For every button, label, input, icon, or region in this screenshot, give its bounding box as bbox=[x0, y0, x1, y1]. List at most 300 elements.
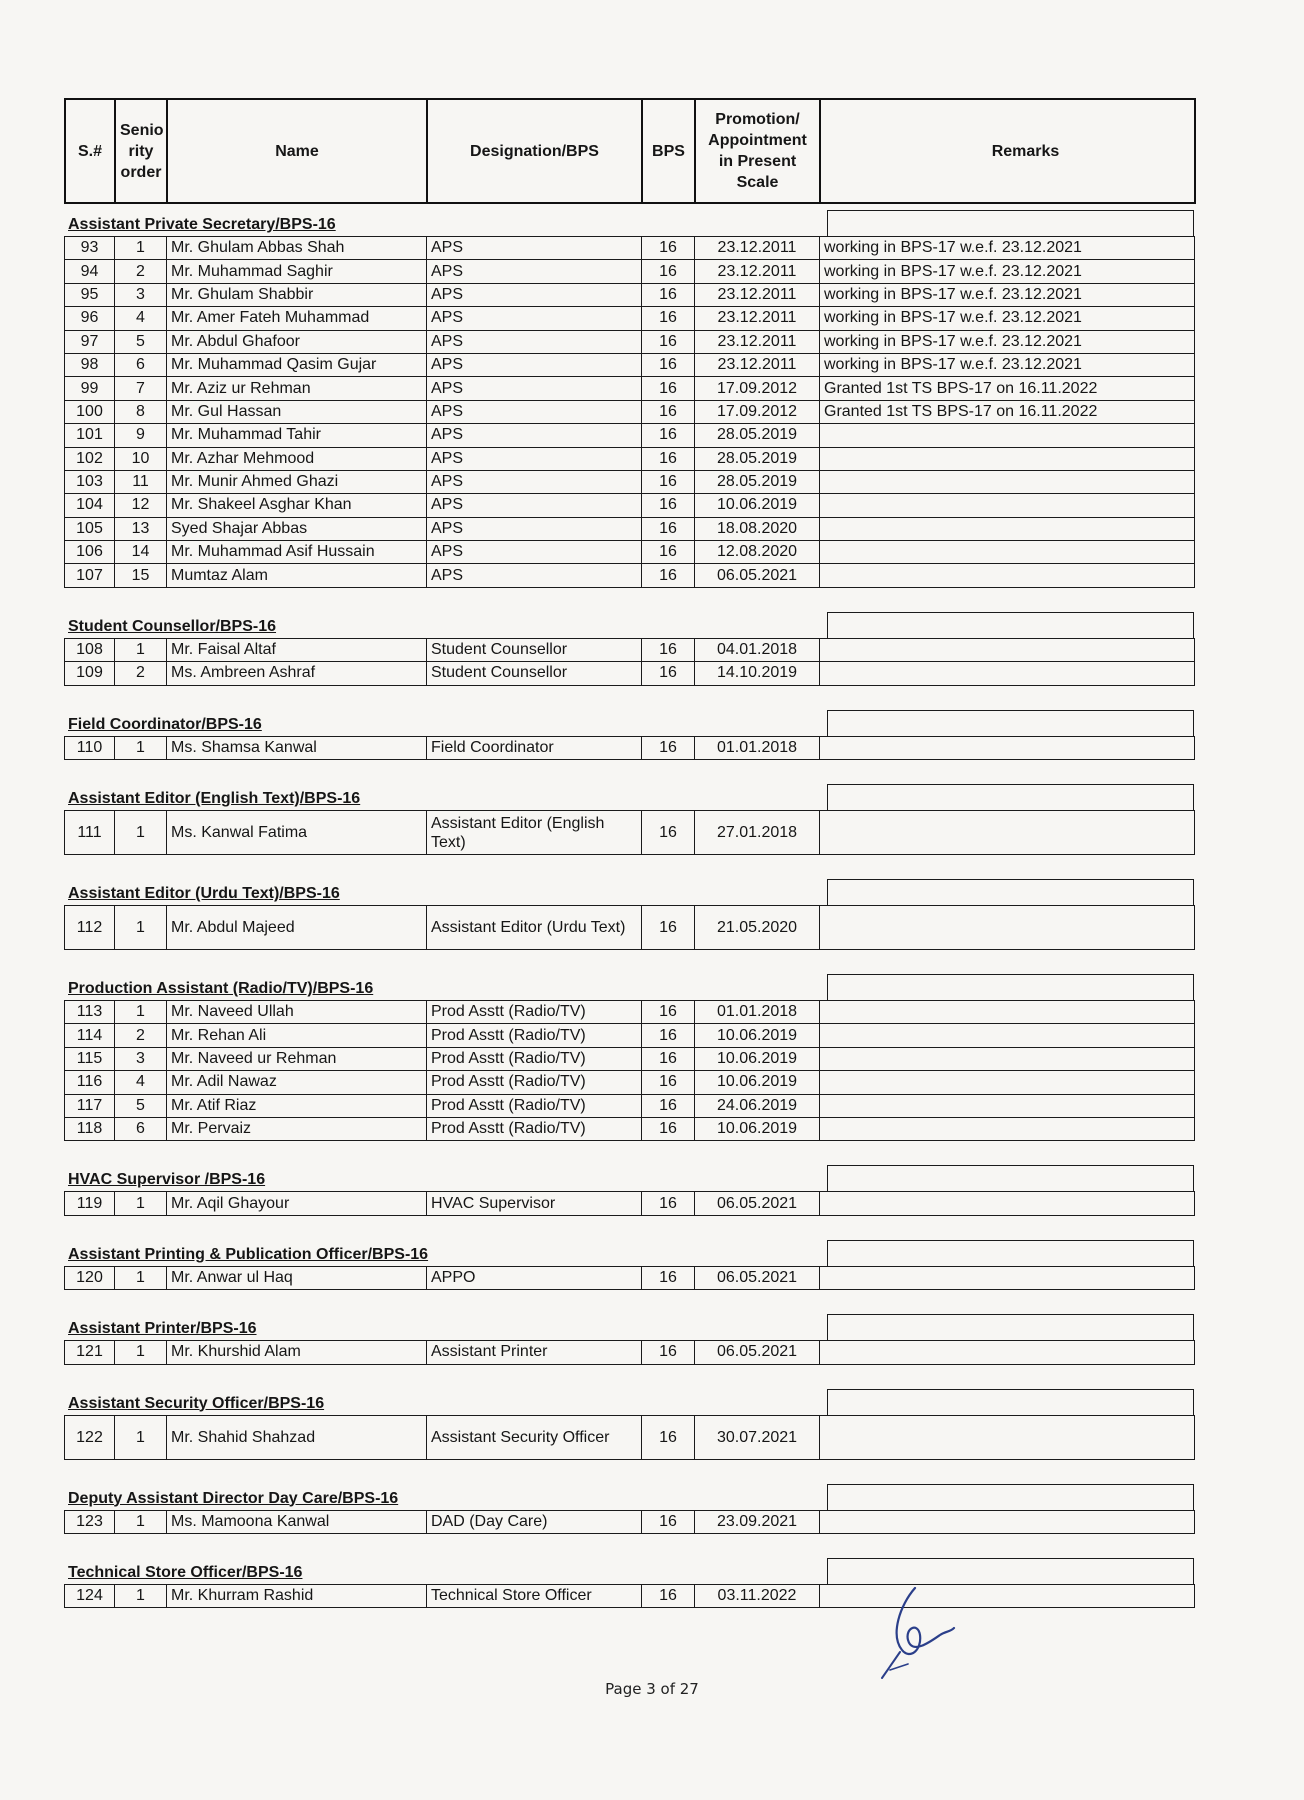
table-row bbox=[65, 330, 1195, 353]
cell-name: Mr. Faisal Altaf bbox=[167, 638, 427, 661]
cell-serial-number: 123 bbox=[65, 1510, 115, 1533]
cell-promotion-date: 23.09.2021 bbox=[695, 1510, 820, 1533]
table-row bbox=[65, 1047, 1195, 1070]
section-heading-row bbox=[64, 968, 1194, 1000]
cell-bps: 16 bbox=[642, 470, 695, 493]
section-table bbox=[64, 638, 1195, 686]
remarks-frame-line bbox=[1193, 879, 1194, 905]
cell-bps: 16 bbox=[642, 906, 695, 950]
cell-seniority-order: 15 bbox=[115, 564, 167, 587]
cell-seniority-order: 12 bbox=[115, 494, 167, 517]
remarks-frame-line bbox=[1193, 710, 1194, 736]
cell-serial-number: 108 bbox=[65, 638, 115, 661]
table-row bbox=[65, 470, 1195, 493]
cell-remarks bbox=[820, 517, 1195, 540]
cell-seniority-order: 2 bbox=[115, 662, 167, 685]
section bbox=[64, 204, 1194, 588]
cell-designation: APPO bbox=[427, 1266, 642, 1289]
remarks-frame-line bbox=[827, 612, 1194, 613]
section-table bbox=[64, 236, 1195, 588]
cell-serial-number: 118 bbox=[65, 1117, 115, 1140]
seniority-list bbox=[64, 98, 1194, 1608]
cell-serial-number: 115 bbox=[65, 1047, 115, 1070]
cell-bps: 16 bbox=[642, 400, 695, 423]
remarks-frame-line bbox=[827, 710, 1194, 711]
cell-serial-number: 103 bbox=[65, 470, 115, 493]
cell-serial-number: 116 bbox=[65, 1071, 115, 1094]
cell-promotion-date: 04.01.2018 bbox=[695, 638, 820, 661]
cell-name: Mr. Abdul Majeed bbox=[167, 906, 427, 950]
header-remarks: Remarks bbox=[820, 99, 1195, 203]
cell-remarks: working in BPS-17 w.e.f. 23.12.2021 bbox=[820, 307, 1195, 330]
cell-seniority-order: 1 bbox=[115, 1584, 167, 1607]
cell-bps: 16 bbox=[642, 1510, 695, 1533]
header-promotion: Promotion/ Appointment in Present Scale bbox=[695, 99, 820, 203]
remarks-frame-line bbox=[1193, 1389, 1194, 1415]
section bbox=[64, 1290, 1194, 1364]
cell-serial-number: 95 bbox=[65, 283, 115, 306]
table-row bbox=[65, 260, 1195, 283]
remarks-frame-line bbox=[827, 879, 1194, 880]
cell-name: Mr. Aziz ur Rehman bbox=[167, 377, 427, 400]
cell-seniority-order: 11 bbox=[115, 470, 167, 493]
cell-remarks bbox=[820, 1117, 1195, 1140]
section bbox=[64, 1534, 1194, 1608]
remarks-frame-line bbox=[827, 974, 1194, 975]
cell-promotion-date: 23.12.2011 bbox=[695, 307, 820, 330]
section-table bbox=[64, 905, 1195, 950]
cell-serial-number: 117 bbox=[65, 1094, 115, 1117]
remarks-frame-line bbox=[827, 879, 828, 905]
cell-designation: APS bbox=[427, 237, 642, 260]
cell-name: Mr. Azhar Mehmood bbox=[167, 447, 427, 470]
section-heading-row bbox=[64, 1159, 1194, 1191]
table-row bbox=[65, 494, 1195, 517]
cell-remarks: working in BPS-17 w.e.f. 23.12.2021 bbox=[820, 237, 1195, 260]
cell-bps: 16 bbox=[642, 662, 695, 685]
header-seniority-order: Senio rity order bbox=[115, 99, 167, 203]
cell-seniority-order: 6 bbox=[115, 353, 167, 376]
cell-name: Mr. Muhammad Qasim Gujar bbox=[167, 353, 427, 376]
cell-remarks bbox=[820, 811, 1195, 855]
section-title: Assistant Printer/BPS-16 bbox=[68, 1320, 257, 1338]
table-row bbox=[65, 517, 1195, 540]
cell-designation: Assistant Printer bbox=[427, 1341, 642, 1364]
cell-name: Mr. Shakeel Asghar Khan bbox=[167, 494, 427, 517]
cell-promotion-date: 23.12.2011 bbox=[695, 330, 820, 353]
cell-seniority-order: 2 bbox=[115, 1024, 167, 1047]
cell-name: Mr. Naveed ur Rehman bbox=[167, 1047, 427, 1070]
cell-seniority-order: 1 bbox=[115, 736, 167, 759]
cell-designation: Technical Store Officer bbox=[427, 1584, 642, 1607]
remarks-frame-line bbox=[1193, 1314, 1194, 1340]
cell-remarks bbox=[820, 1510, 1195, 1533]
table-row bbox=[65, 564, 1195, 587]
cell-designation: Prod Asstt (Radio/TV) bbox=[427, 1047, 642, 1070]
cell-name: Mr. Adil Nawaz bbox=[167, 1071, 427, 1094]
cell-remarks bbox=[820, 470, 1195, 493]
cell-designation: APS bbox=[427, 470, 642, 493]
table-row bbox=[65, 377, 1195, 400]
cell-designation: Prod Asstt (Radio/TV) bbox=[427, 1117, 642, 1140]
page-number: Page 3 of 27 bbox=[605, 1680, 699, 1698]
cell-promotion-date: 01.01.2018 bbox=[695, 1001, 820, 1024]
cell-designation: Prod Asstt (Radio/TV) bbox=[427, 1024, 642, 1047]
cell-designation: Prod Asstt (Radio/TV) bbox=[427, 1071, 642, 1094]
cell-name: Ms. Ambreen Ashraf bbox=[167, 662, 427, 685]
section bbox=[64, 1365, 1194, 1460]
cell-bps: 16 bbox=[642, 330, 695, 353]
section-title: HVAC Supervisor /BPS-16 bbox=[68, 1171, 266, 1189]
table-row bbox=[65, 638, 1195, 661]
cell-promotion-date: 30.07.2021 bbox=[695, 1415, 820, 1459]
cell-name: Mr. Muhammad Asif Hussain bbox=[167, 541, 427, 564]
section-gap bbox=[64, 760, 1194, 778]
remarks-frame-line bbox=[827, 1484, 828, 1510]
cell-bps: 16 bbox=[642, 237, 695, 260]
section-table bbox=[64, 810, 1195, 855]
remarks-frame-line bbox=[827, 1165, 828, 1191]
cell-promotion-date: 24.06.2019 bbox=[695, 1094, 820, 1117]
table-row bbox=[65, 1117, 1195, 1140]
cell-remarks bbox=[820, 638, 1195, 661]
table-row bbox=[65, 1094, 1195, 1117]
cell-bps: 16 bbox=[642, 1117, 695, 1140]
table-row bbox=[65, 1192, 1195, 1215]
cell-designation: Assistant Editor (Urdu Text) bbox=[427, 906, 642, 950]
cell-serial-number: 124 bbox=[65, 1584, 115, 1607]
cell-designation: Student Counsellor bbox=[427, 638, 642, 661]
table-row bbox=[65, 237, 1195, 260]
cell-remarks: Granted 1st TS BPS-17 on 16.11.2022 bbox=[820, 400, 1195, 423]
cell-remarks bbox=[820, 1047, 1195, 1070]
remarks-frame-line bbox=[827, 1558, 828, 1584]
cell-name: Ms. Mamoona Kanwal bbox=[167, 1510, 427, 1533]
table-row bbox=[65, 662, 1195, 685]
cell-name: Mr. Muhammad Saghir bbox=[167, 260, 427, 283]
remarks-frame-line bbox=[1193, 1165, 1194, 1191]
cell-bps: 16 bbox=[642, 494, 695, 517]
cell-seniority-order: 1 bbox=[115, 1341, 167, 1364]
cell-promotion-date: 23.12.2011 bbox=[695, 260, 820, 283]
section-gap bbox=[64, 1290, 1194, 1308]
cell-serial-number: 111 bbox=[65, 811, 115, 855]
signature-mark bbox=[860, 1580, 970, 1690]
cell-bps: 16 bbox=[642, 1341, 695, 1364]
cell-promotion-date: 10.06.2019 bbox=[695, 1117, 820, 1140]
cell-seniority-order: 1 bbox=[115, 1001, 167, 1024]
cell-serial-number: 122 bbox=[65, 1415, 115, 1459]
section-gap bbox=[64, 1141, 1194, 1159]
cell-bps: 16 bbox=[642, 1071, 695, 1094]
cell-designation: Prod Asstt (Radio/TV) bbox=[427, 1001, 642, 1024]
cell-serial-number: 114 bbox=[65, 1024, 115, 1047]
cell-bps: 16 bbox=[642, 353, 695, 376]
cell-designation: APS bbox=[427, 541, 642, 564]
cell-promotion-date: 06.05.2021 bbox=[695, 564, 820, 587]
remarks-frame-line bbox=[827, 1484, 1194, 1485]
section-title: Assistant Security Officer/BPS-16 bbox=[68, 1394, 325, 1412]
cell-designation: DAD (Day Care) bbox=[427, 1510, 642, 1533]
cell-designation: APS bbox=[427, 447, 642, 470]
section-table bbox=[64, 1415, 1195, 1460]
cell-seniority-order: 7 bbox=[115, 377, 167, 400]
cell-bps: 16 bbox=[642, 283, 695, 306]
section-title: Field Coordinator/BPS-16 bbox=[68, 715, 262, 733]
section-title: Assistant Editor (English Text)/BPS-16 bbox=[68, 790, 361, 808]
cell-bps: 16 bbox=[642, 736, 695, 759]
section-heading-row bbox=[64, 873, 1194, 905]
cell-remarks: working in BPS-17 w.e.f. 23.12.2021 bbox=[820, 283, 1195, 306]
remarks-frame-line bbox=[827, 1240, 828, 1266]
cell-serial-number: 100 bbox=[65, 400, 115, 423]
cell-name: Mr. Rehan Ali bbox=[167, 1024, 427, 1047]
cell-promotion-date: 18.08.2020 bbox=[695, 517, 820, 540]
cell-bps: 16 bbox=[642, 447, 695, 470]
table-row bbox=[65, 400, 1195, 423]
section-gap bbox=[64, 686, 1194, 704]
cell-name: Mr. Atif Riaz bbox=[167, 1094, 427, 1117]
section-gap bbox=[64, 950, 1194, 968]
cell-remarks bbox=[820, 906, 1195, 950]
section-heading-row bbox=[64, 704, 1194, 736]
cell-promotion-date: 10.06.2019 bbox=[695, 494, 820, 517]
remarks-frame-line bbox=[1193, 612, 1194, 638]
cell-serial-number: 102 bbox=[65, 447, 115, 470]
cell-bps: 16 bbox=[642, 1047, 695, 1070]
cell-name: Mr. Ghulam Abbas Shah bbox=[167, 237, 427, 260]
cell-seniority-order: 13 bbox=[115, 517, 167, 540]
cell-seniority-order: 3 bbox=[115, 283, 167, 306]
cell-designation: APS bbox=[427, 517, 642, 540]
section-title: Student Counsellor/BPS-16 bbox=[68, 617, 277, 635]
section-gap bbox=[64, 1460, 1194, 1478]
cell-promotion-date: 28.05.2019 bbox=[695, 424, 820, 447]
table-row bbox=[65, 811, 1195, 855]
section-title: Assistant Printing & Publication Officer/BPS-16 bbox=[68, 1245, 429, 1263]
cell-designation: Student Counsellor bbox=[427, 662, 642, 685]
table-row bbox=[65, 447, 1195, 470]
cell-name: Mr. Munir Ahmed Ghazi bbox=[167, 470, 427, 493]
cell-promotion-date: 28.05.2019 bbox=[695, 470, 820, 493]
cell-serial-number: 109 bbox=[65, 662, 115, 685]
cell-remarks bbox=[820, 1415, 1195, 1459]
cell-promotion-date: 21.05.2020 bbox=[695, 906, 820, 950]
cell-promotion-date: 28.05.2019 bbox=[695, 447, 820, 470]
section-gap bbox=[64, 1365, 1194, 1383]
cell-name: Ms. Kanwal Fatima bbox=[167, 811, 427, 855]
section-table bbox=[64, 1266, 1195, 1290]
table-row bbox=[65, 1341, 1195, 1364]
cell-designation: HVAC Supervisor bbox=[427, 1192, 642, 1215]
section-title: Deputy Assistant Director Day Care/BPS-16 bbox=[68, 1489, 399, 1507]
section bbox=[64, 1460, 1194, 1534]
cell-seniority-order: 14 bbox=[115, 541, 167, 564]
cell-remarks bbox=[820, 1266, 1195, 1289]
cell-name: Mr. Abdul Ghafoor bbox=[167, 330, 427, 353]
sections-container bbox=[64, 204, 1194, 1608]
remarks-frame-line bbox=[1193, 1558, 1194, 1584]
section-table bbox=[64, 1340, 1195, 1364]
remarks-frame-line bbox=[827, 1389, 828, 1415]
section-gap bbox=[64, 855, 1194, 873]
cell-seniority-order: 10 bbox=[115, 447, 167, 470]
cell-bps: 16 bbox=[642, 307, 695, 330]
remarks-frame-line bbox=[827, 210, 1194, 211]
cell-name: Mr. Ghulam Shabbir bbox=[167, 283, 427, 306]
cell-designation: Prod Asstt (Radio/TV) bbox=[427, 1094, 642, 1117]
cell-bps: 16 bbox=[642, 377, 695, 400]
cell-seniority-order: 1 bbox=[115, 811, 167, 855]
cell-promotion-date: 03.11.2022 bbox=[695, 1584, 820, 1607]
section-gap bbox=[64, 588, 1194, 606]
section-title: Technical Store Officer/BPS-16 bbox=[68, 1563, 303, 1581]
header-row bbox=[65, 99, 1195, 203]
remarks-frame-line bbox=[1193, 784, 1194, 810]
cell-name: Syed Shajar Abbas bbox=[167, 517, 427, 540]
section-table bbox=[64, 1510, 1195, 1534]
section bbox=[64, 686, 1194, 760]
section bbox=[64, 950, 1194, 1141]
table-row bbox=[65, 307, 1195, 330]
cell-designation: APS bbox=[427, 494, 642, 517]
cell-remarks bbox=[820, 494, 1195, 517]
section-heading-row bbox=[64, 1308, 1194, 1340]
table-row bbox=[65, 1266, 1195, 1289]
cell-seniority-order: 1 bbox=[115, 906, 167, 950]
cell-promotion-date: 14.10.2019 bbox=[695, 662, 820, 685]
table-row bbox=[65, 353, 1195, 376]
cell-designation: APS bbox=[427, 377, 642, 400]
cell-name: Mr. Amer Fateh Muhammad bbox=[167, 307, 427, 330]
cell-remarks bbox=[820, 424, 1195, 447]
cell-promotion-date: 10.06.2019 bbox=[695, 1071, 820, 1094]
table-row bbox=[65, 736, 1195, 759]
cell-promotion-date: 23.12.2011 bbox=[695, 283, 820, 306]
section bbox=[64, 760, 1194, 855]
section bbox=[64, 1141, 1194, 1215]
cell-bps: 16 bbox=[642, 424, 695, 447]
cell-name: Mumtaz Alam bbox=[167, 564, 427, 587]
cell-bps: 16 bbox=[642, 811, 695, 855]
cell-name: Mr. Naveed Ullah bbox=[167, 1001, 427, 1024]
cell-bps: 16 bbox=[642, 1024, 695, 1047]
cell-designation: APS bbox=[427, 564, 642, 587]
cell-name: Mr. Muhammad Tahir bbox=[167, 424, 427, 447]
cell-serial-number: 107 bbox=[65, 564, 115, 587]
table-row bbox=[65, 1024, 1195, 1047]
remarks-frame-line bbox=[827, 784, 828, 810]
cell-serial-number: 106 bbox=[65, 541, 115, 564]
cell-name: Ms. Shamsa Kanwal bbox=[167, 736, 427, 759]
remarks-frame-line bbox=[827, 1314, 828, 1340]
cell-remarks bbox=[820, 1192, 1195, 1215]
table-row bbox=[65, 424, 1195, 447]
cell-serial-number: 112 bbox=[65, 906, 115, 950]
cell-serial-number: 101 bbox=[65, 424, 115, 447]
cell-promotion-date: 06.05.2021 bbox=[695, 1266, 820, 1289]
cell-designation: Field Coordinator bbox=[427, 736, 642, 759]
cell-bps: 16 bbox=[642, 541, 695, 564]
cell-designation: APS bbox=[427, 353, 642, 376]
remarks-frame-line bbox=[827, 1389, 1194, 1390]
cell-serial-number: 97 bbox=[65, 330, 115, 353]
cell-serial-number: 121 bbox=[65, 1341, 115, 1364]
cell-name: Mr. Shahid Shahzad bbox=[167, 1415, 427, 1459]
cell-serial-number: 110 bbox=[65, 736, 115, 759]
cell-seniority-order: 3 bbox=[115, 1047, 167, 1070]
remarks-frame-line bbox=[827, 612, 828, 638]
header-designation: Designation/BPS bbox=[427, 99, 642, 203]
cell-bps: 16 bbox=[642, 260, 695, 283]
cell-designation: APS bbox=[427, 307, 642, 330]
cell-serial-number: 104 bbox=[65, 494, 115, 517]
section-table bbox=[64, 1191, 1195, 1215]
cell-designation: Assistant Editor (English Text) bbox=[427, 811, 642, 855]
cell-seniority-order: 5 bbox=[115, 1094, 167, 1117]
cell-name: Mr. Aqil Ghayour bbox=[167, 1192, 427, 1215]
table-row bbox=[65, 541, 1195, 564]
cell-remarks bbox=[820, 662, 1195, 685]
header-bps: BPS bbox=[642, 99, 695, 203]
cell-seniority-order: 5 bbox=[115, 330, 167, 353]
cell-remarks bbox=[820, 736, 1195, 759]
cell-name: Mr. Anwar ul Haq bbox=[167, 1266, 427, 1289]
cell-serial-number: 93 bbox=[65, 237, 115, 260]
cell-seniority-order: 2 bbox=[115, 260, 167, 283]
cell-bps: 16 bbox=[642, 517, 695, 540]
cell-promotion-date: 06.05.2021 bbox=[695, 1341, 820, 1364]
remarks-frame-line bbox=[827, 1240, 1194, 1241]
cell-remarks bbox=[820, 564, 1195, 587]
remarks-frame-line bbox=[1193, 974, 1194, 1000]
table-row bbox=[65, 1071, 1195, 1094]
cell-remarks bbox=[820, 1024, 1195, 1047]
cell-designation: APS bbox=[427, 400, 642, 423]
cell-remarks bbox=[820, 541, 1195, 564]
cell-remarks bbox=[820, 447, 1195, 470]
cell-bps: 16 bbox=[642, 1094, 695, 1117]
cell-remarks: working in BPS-17 w.e.f. 23.12.2021 bbox=[820, 353, 1195, 376]
cell-promotion-date: 17.09.2012 bbox=[695, 400, 820, 423]
cell-remarks: Granted 1st TS BPS-17 on 16.11.2022 bbox=[820, 377, 1195, 400]
cell-serial-number: 98 bbox=[65, 353, 115, 376]
cell-remarks bbox=[820, 1094, 1195, 1117]
cell-designation: APS bbox=[427, 330, 642, 353]
section bbox=[64, 588, 1194, 686]
cell-remarks bbox=[820, 1071, 1195, 1094]
table-row bbox=[65, 906, 1195, 950]
cell-promotion-date: 10.06.2019 bbox=[695, 1024, 820, 1047]
cell-serial-number: 120 bbox=[65, 1266, 115, 1289]
section-table bbox=[64, 1000, 1195, 1141]
header-sn: S.# bbox=[65, 99, 115, 203]
section-title: Assistant Editor (Urdu Text)/BPS-16 bbox=[68, 885, 340, 903]
cell-promotion-date: 23.12.2011 bbox=[695, 237, 820, 260]
section-gap bbox=[64, 1216, 1194, 1234]
remarks-frame-line bbox=[1193, 1240, 1194, 1266]
table-row bbox=[65, 1415, 1195, 1459]
remarks-frame-line bbox=[827, 1165, 1194, 1166]
cell-designation: APS bbox=[427, 424, 642, 447]
cell-seniority-order: 1 bbox=[115, 237, 167, 260]
cell-seniority-order: 1 bbox=[115, 638, 167, 661]
cell-seniority-order: 1 bbox=[115, 1415, 167, 1459]
cell-name: Mr. Khurshid Alam bbox=[167, 1341, 427, 1364]
section-heading-row bbox=[64, 606, 1194, 638]
remarks-frame-line bbox=[1193, 210, 1194, 236]
table-row bbox=[65, 1510, 1195, 1533]
